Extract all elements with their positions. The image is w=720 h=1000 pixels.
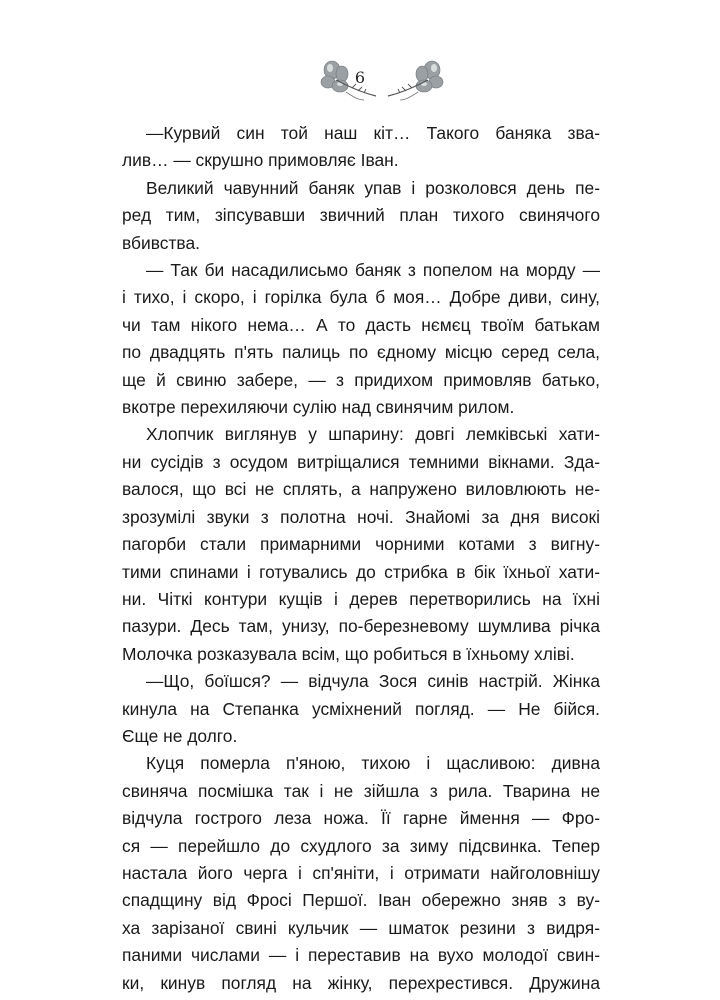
- paragraph: [122, 120, 600, 175]
- text-line: пагорби стали примарними чорними котами з вигну-: [122, 534, 600, 555]
- text-line: ся — перейшло до схудлого за зиму підсвинка. Тепер: [122, 835, 600, 856]
- text-line: Хлопчик виглянув у шпарину: довгі лемківські хати-: [146, 424, 600, 445]
- text-line: — Так би насадилисьмо баняк з попелом на морду —: [146, 260, 600, 281]
- paragraph: [122, 421, 600, 668]
- text-line: лив… — скрушно примовляє Іван.: [122, 150, 399, 171]
- paragraph: [122, 750, 600, 997]
- page-number: 6: [354, 68, 366, 87]
- text-line: ще й свиню забере, — з придихом примовляв батько,: [122, 369, 600, 390]
- paragraph: [122, 257, 600, 421]
- text-line: валося, що всі не сплять, а напружено виловлюють не-: [122, 479, 600, 500]
- text-line: кинула на Степанка усміхнений погляд. — Не бійся.: [122, 698, 600, 719]
- text-line: чи там нікого нема… А то дасть нємєц твоїм батькам: [122, 314, 600, 335]
- text-line: вкотре перехиляючи сулію над свинячим рилом.: [122, 397, 515, 418]
- text-line: настала його черга і сп'яніти, і отримати найголовнішу: [122, 862, 600, 883]
- paragraph: [122, 175, 600, 257]
- text-line: —Курвий син той наш кіт… Такого баняка зва-: [146, 123, 600, 143]
- text-line: ки, кинув погляд на жінку, перехрестився. Дружина: [122, 972, 600, 993]
- text-line: пазури. Десь там, унизу, по-березневому шумлива річка: [122, 616, 600, 637]
- text-line: і тихо, і скоро, і горілка була б моя… Добре диви, сину,: [122, 287, 600, 308]
- page-header: [0, 56, 720, 108]
- text-line: Єще не долго.: [122, 725, 238, 746]
- flower-ornament-icon: [386, 56, 446, 102]
- body-text: [122, 120, 600, 997]
- paragraph: [122, 668, 600, 750]
- text-line: по двадцять п'ять палиць по єдному місцю серед села,: [122, 342, 600, 363]
- text-line: ред тим, зіпсувавши звичний план тихого свинячого: [122, 205, 600, 226]
- text-line: тими спинами і готувались до стрибка в бік їхньої хати-: [122, 561, 600, 582]
- text-line: паними числами — і переставив на вухо молодої свин-: [122, 945, 600, 966]
- text-line: зрозумілі звуки з полотна ночі. Знайомі за дня високі: [122, 506, 600, 527]
- text-line: Молочка розказувала всім, що робиться в їхньому хліві.: [122, 643, 575, 664]
- text-line: ха зарізаної свині кульчик — шматок резини з видря-: [122, 917, 600, 938]
- text-line: ни сусідів з осудом витріщалися темними вікнами. Зда-: [122, 451, 600, 472]
- text-line: свиняча посмішка так і не зійшла з рила. Тварина не: [122, 780, 600, 801]
- text-line: вбивства.: [122, 232, 200, 253]
- text-line: відчула гострого леза ножа. Її гарне ймення — Фро-: [122, 808, 600, 829]
- text-line: спадщину від Фросі Першої. Іван обережно зняв з ву-: [122, 890, 600, 911]
- text-line: Куця померла п'яною, тихою і щасливою: дивна: [146, 753, 600, 774]
- text-line: —Що, боїшся? — відчула Зося синів настрій. Жінка: [146, 671, 600, 692]
- text-line: ни. Чіткі контури кущів і дерев перетворились на їхні: [122, 588, 600, 609]
- text-line: Великий чавунний баняк упав і розколовся день пе-: [146, 177, 600, 198]
